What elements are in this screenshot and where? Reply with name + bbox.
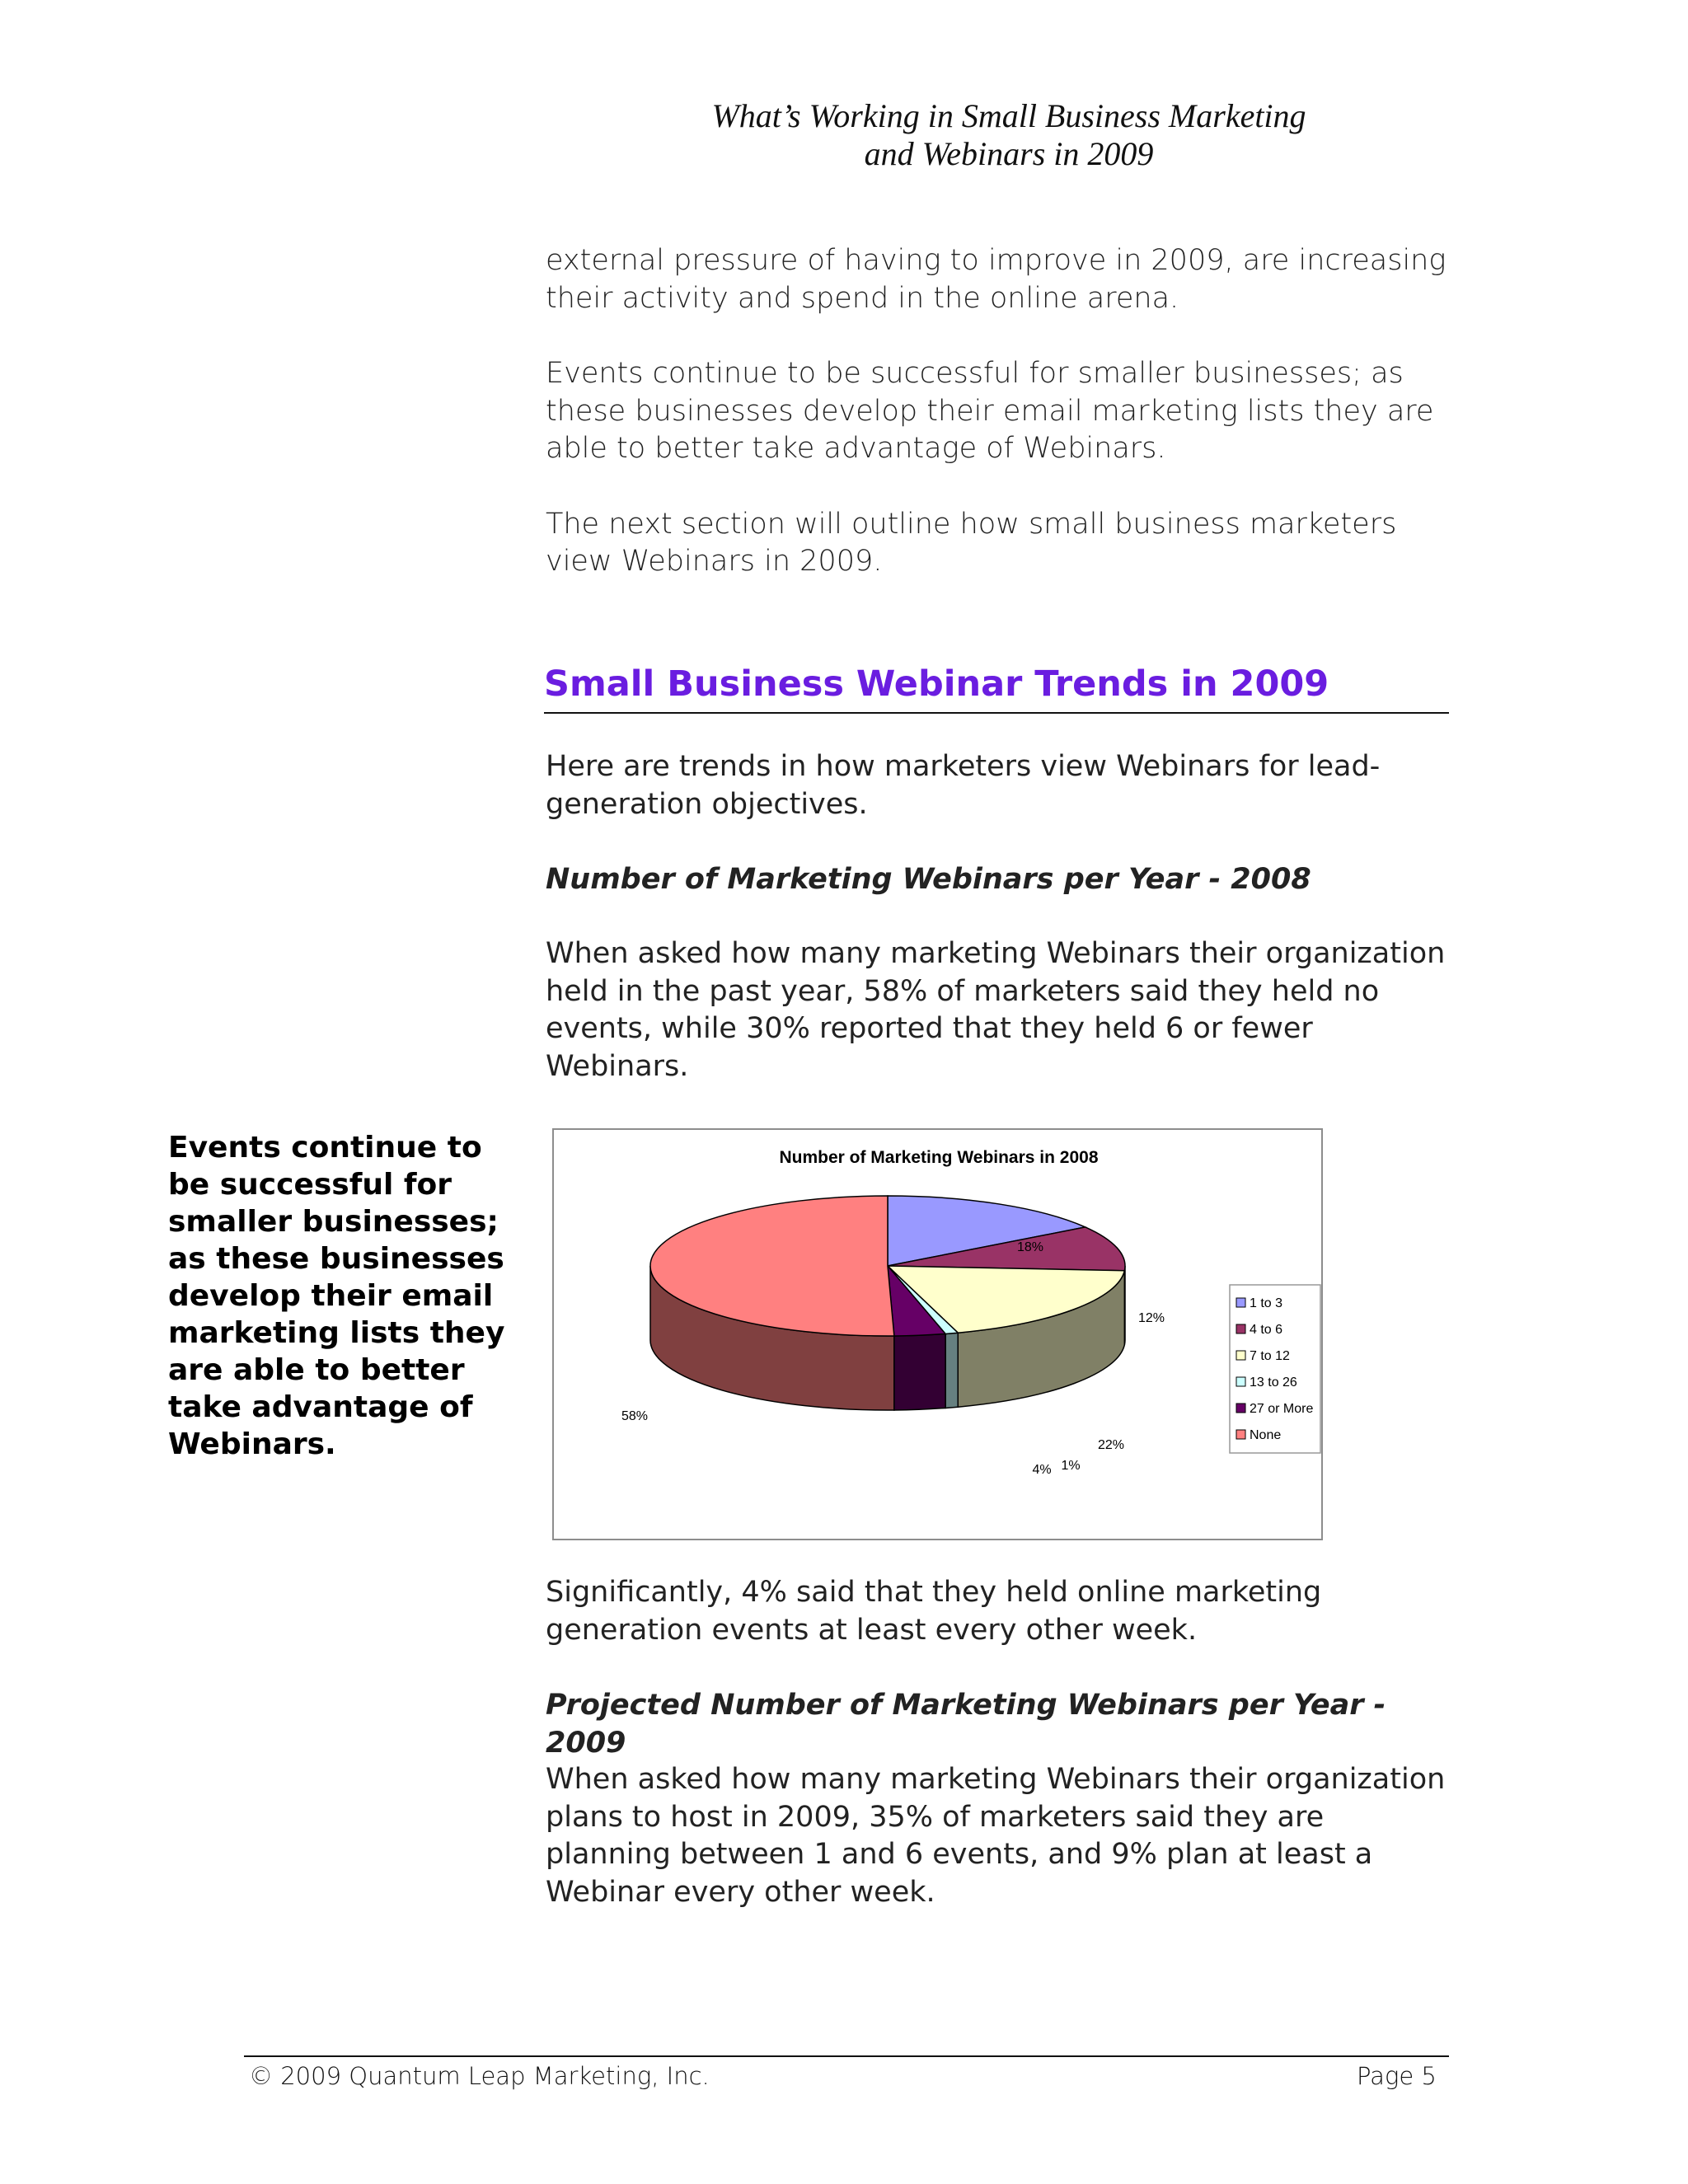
subheading-2009: Projected Number of Marketing Webinars per Year - 2009 <box>546 1689 1386 1760</box>
footer-rule <box>244 2055 1449 2057</box>
pie-side-4 <box>894 1333 945 1410</box>
sidebar-callout: Events continue to be successful for smaller businesses; as these businesses develop their email marketing lists they are able to better take advantage of Webinars. <box>168 1131 505 1461</box>
pie-data-label: 1% <box>1061 1459 1081 1473</box>
paragraph-after-chart: Significantly, 4% said that they held online marketing generation events at least every other week. <box>546 1576 1322 1647</box>
legend-swatch <box>1236 1298 1245 1307</box>
paragraph-2008: When asked how many marketing Webinars their organization held in the past year, 58% of marketers said they held no events, while 30% reported that they held 6 or fewer Webinars. <box>546 937 1446 1083</box>
header-line-2: and Webinars in 2009 <box>864 135 1154 172</box>
footer-copyright: © 2009 Quantum Leap Marketing, Inc. <box>249 2062 710 2090</box>
legend-label: 27 or More <box>1250 1402 1314 1416</box>
running-header <box>0 97 1688 173</box>
pie-side-3 <box>945 1333 958 1408</box>
pie-data-label: 4% <box>1032 1463 1052 1477</box>
pie-data-label: 18% <box>1016 1240 1044 1254</box>
pie-chart <box>552 1128 1323 1540</box>
section-intro: Here are trends in how marketers view Webinars for lead-generation objectives. <box>546 750 1381 821</box>
legend-swatch <box>1236 1404 1245 1413</box>
legend-swatch <box>1236 1430 1245 1439</box>
pie-chart-svg <box>554 1130 1325 1542</box>
chart-title: Number of Marketing Webinars in 2008 <box>779 1148 1099 1167</box>
legend-label: 4 to 6 <box>1250 1323 1283 1337</box>
legend-swatch <box>1236 1351 1245 1360</box>
legend-swatch <box>1236 1377 1245 1386</box>
pie-data-label: 22% <box>1097 1438 1125 1452</box>
legend-label: 13 to 26 <box>1250 1376 1297 1390</box>
pie-data-label: 12% <box>1137 1311 1165 1325</box>
intro-paragraphs <box>546 242 1452 581</box>
pie-data-label: 58% <box>621 1409 649 1423</box>
subheading-2008: Number of Marketing Webinars per Year - 2008 <box>546 863 1311 896</box>
legend-label: 1 to 3 <box>1250 1296 1283 1310</box>
legend-swatch <box>1236 1324 1245 1333</box>
intro-paragraph-1: external pressure of having to improve in 2009, are increasing their activity and spend in the online arena. <box>546 244 1447 315</box>
footer-page-number: Page 5 <box>1357 2062 1437 2090</box>
legend-label: 7 to 12 <box>1250 1349 1290 1363</box>
legend-label: None <box>1250 1428 1282 1442</box>
intro-paragraph-3: The next section will outline how small business marketers view Webinars in 2009. <box>546 507 1397 578</box>
paragraph-2009: When asked how many marketing Webinars their organization plans to host in 2009, 35% of marketers said they are planning between 1 and 6 events, and 9% plan at least a Webinar every other week. <box>546 1763 1446 1909</box>
header-line-1: What’s Working in Small Business Marketing <box>711 97 1306 134</box>
section-heading: Small Business Webinar Trends in 2009 <box>544 659 1449 714</box>
intro-paragraph-2: Events continue to be successful for smaller businesses; as these businesses develop their email marketing lists they are able to better take advantage of Webinars. <box>546 357 1434 465</box>
